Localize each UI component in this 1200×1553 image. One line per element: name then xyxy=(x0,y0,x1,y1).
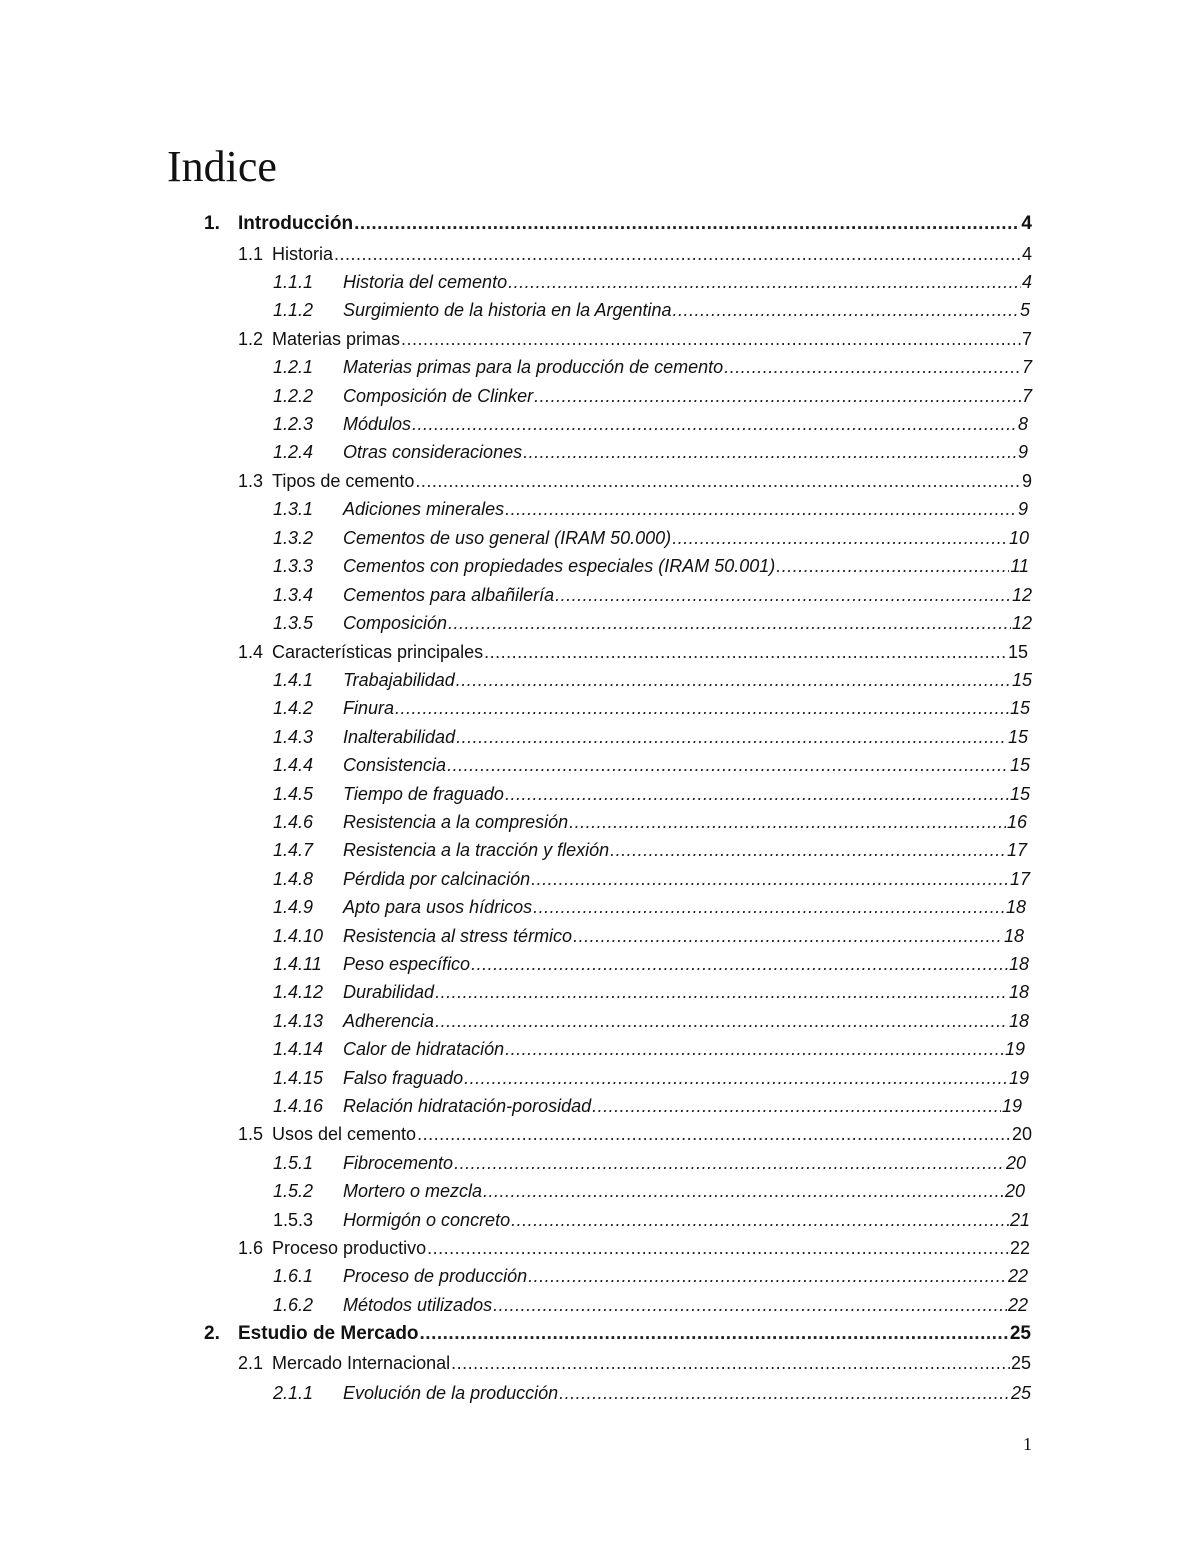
dot-leader xyxy=(334,242,1021,266)
toc-entry-number: 1.4.12 xyxy=(273,982,324,1002)
toc-entry-level-3[interactable] xyxy=(273,554,1029,578)
dot-leader xyxy=(454,1151,1005,1175)
dot-leader xyxy=(523,440,1017,464)
dot-leader xyxy=(559,1381,1010,1405)
toc-entry-title: Composición de Clinker xyxy=(343,386,534,406)
toc-entry-page: 9 xyxy=(1021,471,1032,491)
toc-entry-number: 1.4.10 xyxy=(273,926,324,946)
toc-entry-level-3[interactable] xyxy=(273,668,1032,692)
toc-entry-page: 4 xyxy=(1021,213,1032,234)
dot-leader xyxy=(471,952,1008,976)
toc-entry-level-2[interactable] xyxy=(238,640,1028,664)
toc-entry-level-3[interactable] xyxy=(273,270,1032,294)
toc-entry-number: 1.3.5 xyxy=(273,613,314,633)
toc-entry-number: 1.2.1 xyxy=(273,357,314,377)
toc-entry-level-3[interactable] xyxy=(273,440,1028,464)
toc-entry-title: Apto para usos hídricos xyxy=(343,897,533,917)
toc-entry-page: 17 xyxy=(1009,869,1030,889)
toc-entry-level-3[interactable] xyxy=(273,526,1029,550)
toc-entry-page: 20 xyxy=(1011,1124,1032,1144)
toc-entry-level-3[interactable] xyxy=(273,1264,1028,1288)
toc-entry-level-2[interactable] xyxy=(238,1122,1032,1146)
toc-entry-title: Materias primas xyxy=(272,329,401,349)
toc-entry-title: Materias primas para la producción de cemento xyxy=(343,357,724,377)
toc-entry-number: 1.2.4 xyxy=(273,442,314,462)
dot-leader xyxy=(464,1066,1008,1090)
page-title: Indice xyxy=(167,142,277,191)
toc-entry-page: 5 xyxy=(1019,300,1030,320)
dot-leader xyxy=(533,895,1005,919)
toc-entry-level-3[interactable] xyxy=(273,838,1027,862)
dot-leader xyxy=(435,980,1008,1004)
toc-entry-number: 1.3.3 xyxy=(273,556,314,576)
toc-entry-number: 1.3.1 xyxy=(273,499,314,519)
dot-leader xyxy=(447,753,1009,777)
toc-entry-page: 22 xyxy=(1007,1266,1028,1286)
dot-leader xyxy=(484,640,1007,664)
toc-entry-page: 15 xyxy=(1009,784,1030,804)
dot-leader xyxy=(401,327,1021,351)
toc-entry-page: 19 xyxy=(1008,1068,1029,1088)
toc-entry-level-3[interactable] xyxy=(273,611,1032,635)
dot-leader xyxy=(395,696,1009,720)
dot-leader xyxy=(456,668,1011,692)
toc-entry-number: 1.3.2 xyxy=(273,528,314,548)
toc-entry-page: 15 xyxy=(1009,698,1030,718)
toc-entry-page: 4 xyxy=(1021,272,1032,292)
toc-entry-title: Historia xyxy=(272,244,334,264)
toc-entry-level-3[interactable] xyxy=(273,867,1030,891)
dot-leader xyxy=(435,1009,1008,1033)
toc-entry-level-3[interactable] xyxy=(273,1293,1028,1317)
toc-entry-number: 1.4.1 xyxy=(273,670,314,690)
toc-entry-number: 2.1 xyxy=(238,1353,264,1373)
toc-entry-number: 1.6.1 xyxy=(273,1266,314,1286)
toc-entry-level-3[interactable] xyxy=(273,924,1024,948)
toc-entry-number: 1.6.2 xyxy=(273,1295,314,1315)
toc-entry-level-3[interactable] xyxy=(273,1009,1029,1033)
toc-entry-title: Consistencia xyxy=(343,755,447,775)
toc-entry-level-3[interactable] xyxy=(273,497,1028,521)
toc-entry-page: 4 xyxy=(1021,244,1032,264)
toc-entry-page: 10 xyxy=(1008,528,1029,548)
toc-entry-page: 18 xyxy=(1008,954,1029,974)
toc-entry-title: Proceso productivo xyxy=(272,1238,427,1258)
toc-entry-number: 1.4.11 xyxy=(273,954,322,974)
toc-entry-page: 18 xyxy=(1008,1011,1029,1031)
toc-entry-number: 1.4.9 xyxy=(273,897,314,917)
dot-leader xyxy=(412,412,1017,436)
toc-entry-level-3[interactable] xyxy=(273,1208,1030,1232)
toc-entry-page: 19 xyxy=(1001,1096,1022,1116)
toc-entry-page: 7 xyxy=(1021,329,1032,349)
toc-entry-level-3[interactable] xyxy=(273,980,1029,1004)
toc-entry-number: 1.4.5 xyxy=(273,784,314,804)
dot-leader xyxy=(534,384,1021,408)
toc-entry-page: 7 xyxy=(1021,386,1032,406)
toc-entry-title: Finura xyxy=(343,698,395,718)
dot-leader xyxy=(592,1094,1001,1118)
dot-leader xyxy=(505,497,1017,521)
dot-leader xyxy=(528,1264,1007,1288)
toc-entry-page: 18 xyxy=(1005,897,1026,917)
toc-entry-level-3[interactable] xyxy=(273,1179,1025,1203)
toc-entry-page: 21 xyxy=(1009,1210,1030,1230)
dot-leader xyxy=(427,1236,1009,1260)
toc-entry-title: Inalterabilidad xyxy=(343,727,456,747)
toc-entry-number: 1.5 xyxy=(238,1124,264,1144)
toc-entry-number: 1.5.1 xyxy=(273,1153,314,1173)
toc-entry-number: 1. xyxy=(204,213,220,234)
toc-entry-number: 1.4.4 xyxy=(273,755,314,775)
page-number: 1 xyxy=(1023,1434,1032,1454)
toc-entry-level-3[interactable] xyxy=(273,384,1032,408)
toc-entry-number: 1.4.13 xyxy=(273,1011,324,1031)
toc-entry-number: 1.4.2 xyxy=(273,698,314,718)
toc-entry-title: Hormigón o concreto xyxy=(343,1210,511,1230)
toc-entry-page: 9 xyxy=(1017,442,1028,462)
toc-entry-title: Métodos utilizados xyxy=(343,1295,493,1315)
toc-entry-number: 1.4.14 xyxy=(273,1039,324,1059)
toc-entry-page: 15 xyxy=(1007,642,1028,662)
toc-entry-title: Mortero o mezcla xyxy=(343,1181,483,1201)
dot-leader xyxy=(493,1293,1007,1317)
toc-entry-number: 2.1.1 xyxy=(273,1383,314,1403)
dot-leader xyxy=(456,725,1007,749)
dot-leader xyxy=(415,469,1021,493)
toc-entry-number: 1.6 xyxy=(238,1238,264,1258)
dot-leader xyxy=(420,1322,1009,1346)
toc-entry-page: 19 xyxy=(1004,1039,1025,1059)
toc-entry-title: Cementos de uso general (IRAM 50.000) xyxy=(343,528,672,548)
toc-entry-page: 15 xyxy=(1009,755,1030,775)
toc-entry-page: 17 xyxy=(1006,840,1027,860)
toc-entry-page: 15 xyxy=(1007,727,1028,747)
toc-entry-title: Proceso de producción xyxy=(343,1266,528,1286)
toc-entry-page: 7 xyxy=(1021,357,1032,377)
toc-entry-level-2[interactable] xyxy=(238,327,1032,351)
toc-entry-title: Introducción xyxy=(238,213,354,234)
toc-entry-title: Composición xyxy=(343,613,448,633)
toc-entry-title: Resistencia al stress térmico xyxy=(343,926,573,946)
toc-entry-number: 1.2.2 xyxy=(273,386,314,406)
toc-entry-title: Falso fraguado xyxy=(343,1068,464,1088)
toc-entry-title: Surgimiento de la historia en la Argentina xyxy=(343,300,672,320)
dot-leader xyxy=(354,212,1020,236)
toc-entry-title: Adiciones minerales xyxy=(343,499,505,519)
dot-leader xyxy=(673,298,1019,322)
toc-entry-title: Pérdida por calcinación xyxy=(343,869,531,889)
toc-entry-title: Relación hidratación-porosidad xyxy=(343,1096,592,1116)
toc-entry-level-3[interactable] xyxy=(273,1381,1031,1405)
toc-entry-title: Otras consideraciones xyxy=(343,442,523,462)
toc-entry-level-3[interactable] xyxy=(273,1151,1026,1175)
toc-entry-title: Peso específico xyxy=(343,954,471,974)
toc-entry-title: Módulos xyxy=(343,414,412,434)
dot-leader xyxy=(531,867,1009,891)
dot-leader xyxy=(724,355,1021,379)
toc-entry-title: Cementos para albañilería xyxy=(343,585,555,605)
toc-entry-title: Evolución de la producción xyxy=(343,1383,559,1403)
toc-entry-title: Tipos de cemento xyxy=(272,471,415,491)
toc-entry-title: Usos del cemento xyxy=(272,1124,417,1144)
toc-entry-level-3[interactable] xyxy=(273,412,1028,436)
toc-entry-number: 1.4 xyxy=(238,642,264,662)
dot-leader xyxy=(483,1179,1004,1203)
toc-entry-title: Características principales xyxy=(272,642,484,662)
toc-entry-level-3[interactable] xyxy=(273,1037,1025,1061)
dot-leader xyxy=(511,1208,1009,1232)
toc-entry-number: 1.4.6 xyxy=(273,812,314,832)
toc-entry-page: 18 xyxy=(1003,926,1024,946)
toc-entry-level-3[interactable] xyxy=(273,1066,1029,1090)
toc-entry-level-3[interactable] xyxy=(273,895,1026,919)
toc-entry-page: 12 xyxy=(1011,613,1032,633)
toc-entry-number: 1.1.2 xyxy=(273,300,314,320)
dot-leader xyxy=(505,782,1009,806)
toc-entry-number: 1.5.3 xyxy=(273,1210,314,1230)
toc-entry-number: 1.3 xyxy=(238,471,264,491)
dot-leader xyxy=(417,1122,1011,1146)
toc-entry-number: 1.2 xyxy=(238,329,264,349)
toc-entry-level-2[interactable] xyxy=(238,242,1032,266)
toc-entry-level-1[interactable] xyxy=(204,212,1032,236)
toc-entry-title: Historia del cemento xyxy=(343,272,508,292)
toc-entry-title: Resistencia a la compresión xyxy=(343,812,569,832)
dot-leader xyxy=(569,810,1006,834)
toc-entry-number: 2. xyxy=(204,1323,220,1344)
dot-leader xyxy=(776,554,1009,578)
toc-entry-level-3[interactable] xyxy=(273,952,1029,976)
toc-entry-number: 1.4.7 xyxy=(273,840,314,860)
toc-entry-title: Durabilidad xyxy=(343,982,435,1002)
toc-entry-page: 8 xyxy=(1017,414,1028,434)
dot-leader xyxy=(505,1037,1004,1061)
toc-entry-level-3[interactable] xyxy=(273,810,1027,834)
dot-leader xyxy=(610,838,1006,862)
dot-leader xyxy=(573,924,1003,948)
dot-leader xyxy=(451,1351,1010,1375)
toc-entry-number: 1.4.16 xyxy=(273,1096,324,1116)
toc-entry-level-3[interactable] xyxy=(273,696,1030,720)
toc-entry-title: Fibrocemento xyxy=(343,1153,454,1173)
toc-entry-number: 1.4.8 xyxy=(273,869,314,889)
toc-entry-page: 20 xyxy=(1005,1153,1026,1173)
toc-entry-title: Resistencia a la tracción y flexión xyxy=(343,840,610,860)
toc-entry-level-1[interactable] xyxy=(204,1322,1031,1346)
toc-entry-number: 1.5.2 xyxy=(273,1181,314,1201)
toc-entry-page: 22 xyxy=(1007,1295,1028,1315)
toc-entry-title: Adherencia xyxy=(343,1011,435,1031)
toc-entry-number: 1.2.3 xyxy=(273,414,314,434)
toc-entry-number: 1.4.3 xyxy=(273,727,314,747)
toc-entry-level-3[interactable] xyxy=(273,298,1030,322)
toc-entry-page: 22 xyxy=(1009,1238,1030,1258)
toc-entry-page: 9 xyxy=(1017,499,1028,519)
toc-entry-page: 12 xyxy=(1011,585,1032,605)
toc-entry-title: Trabajabilidad xyxy=(343,670,455,690)
toc-entry-level-3[interactable] xyxy=(273,725,1028,749)
toc-entry-level-2[interactable] xyxy=(238,1236,1030,1260)
toc-entry-level-3[interactable] xyxy=(273,355,1032,379)
dot-leader xyxy=(448,611,1011,635)
toc-entry-number: 1.1 xyxy=(238,244,264,264)
toc-entry-title: Mercado Internacional xyxy=(272,1353,451,1373)
toc-entry-level-3[interactable] xyxy=(273,1094,1022,1118)
toc-entry-page: 16 xyxy=(1006,812,1027,832)
dot-leader xyxy=(672,526,1008,550)
toc-entry-number: 1.4.15 xyxy=(273,1068,324,1088)
toc-entry-page: 11 xyxy=(1010,556,1029,576)
dot-leader xyxy=(508,270,1021,294)
toc-entry-level-2[interactable] xyxy=(238,1351,1031,1375)
toc-entry-page: 18 xyxy=(1008,982,1029,1002)
toc-entry-title: Tiempo de fraguado xyxy=(343,784,504,804)
toc-entry-number: 1.3.4 xyxy=(273,585,314,605)
toc-entry-level-3[interactable] xyxy=(273,583,1032,607)
toc-entry-page: 25 xyxy=(1010,1353,1031,1373)
toc-entry-page: 20 xyxy=(1004,1181,1025,1201)
toc-entry-title: Estudio de Mercado xyxy=(238,1323,419,1344)
toc-entry-title: Calor de hidratación xyxy=(343,1039,505,1059)
toc-entry-number: 1.1.1 xyxy=(273,272,314,292)
dot-leader xyxy=(555,583,1011,607)
toc-entry-level-2[interactable] xyxy=(238,469,1032,493)
toc-entry-page: 25 xyxy=(1010,1383,1031,1403)
toc-entry-page: 15 xyxy=(1011,670,1032,690)
toc-entry-title: Cementos con propiedades especiales (IRAM 50.001) xyxy=(343,556,776,576)
toc-entry-level-3[interactable] xyxy=(273,782,1030,806)
toc-entry-level-3[interactable] xyxy=(273,753,1030,777)
toc-entry-page: 25 xyxy=(1009,1323,1031,1344)
